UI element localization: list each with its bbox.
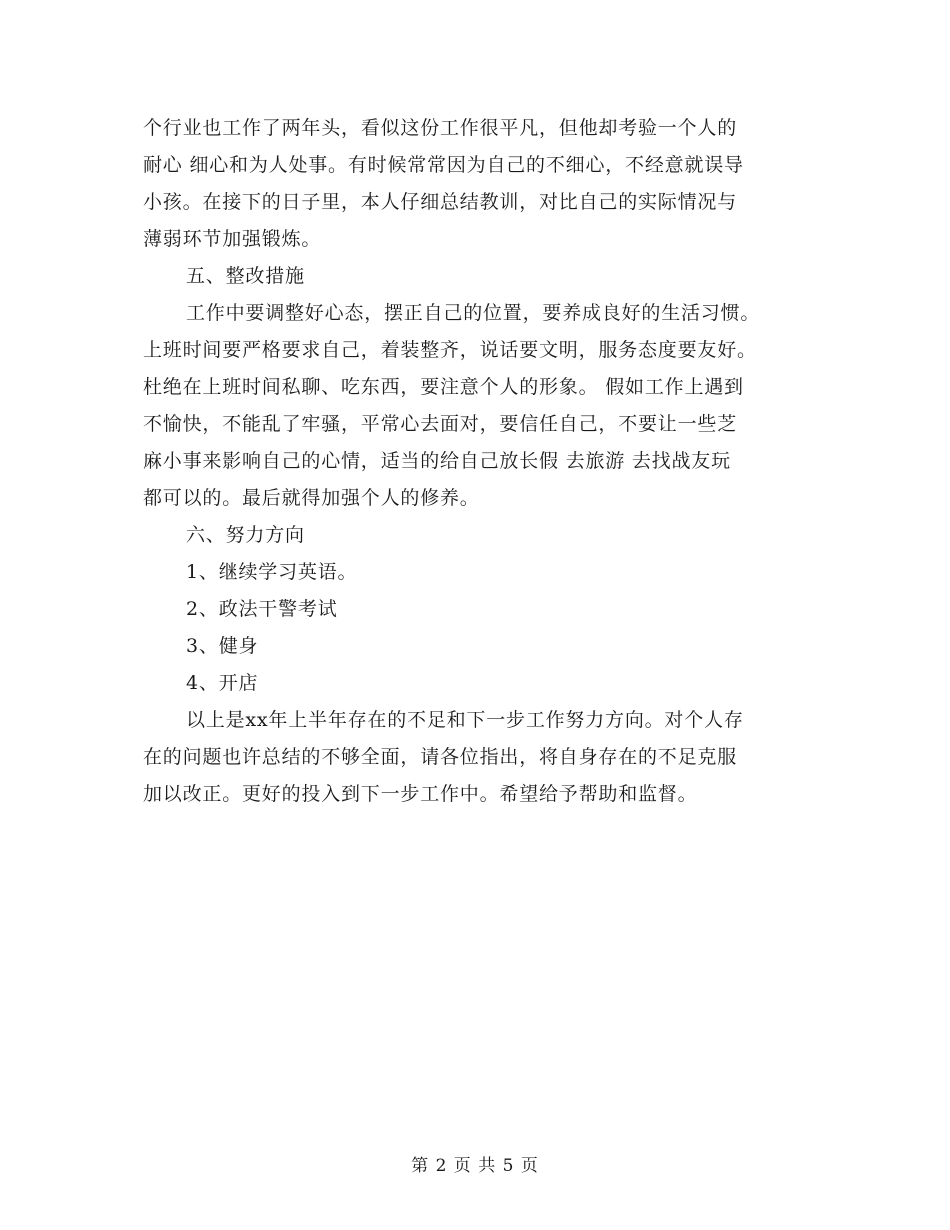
page-number-footer: 第 2 页 共 5 页 xyxy=(411,1156,539,1176)
text-line: 薄弱环节加强锻炼。 xyxy=(143,228,322,250)
text-line: 都可以的。最后就得加强个人的修养。 xyxy=(143,487,480,509)
text-line: 在的问题也许总结的不够全面，请各位指出，将自身存在的不足克服 xyxy=(143,746,738,768)
text-line: 小孩。在接下的日子里，本人仔细总结教训，对比自己的实际情况与 xyxy=(143,191,738,213)
text-line: 个行业也工作了两年头，看似这份工作很平凡，但他却考验一个人的 xyxy=(143,117,738,139)
list-item: 4、开店 xyxy=(186,672,259,694)
text-line: 不愉快，不能乱了牢骚，平常心去面对，要信任自己，不要让一些芝 xyxy=(143,413,738,435)
text-line: 加以改正。更好的投入到下一步工作中。希望给予帮助和监督。 xyxy=(143,783,698,805)
list-item: 3、健身 xyxy=(186,635,259,657)
section-heading-rectification: 五、整改措施 xyxy=(186,265,305,287)
text-line: 耐心 细心和为人处事。有时候常常因为自己的不细心，不经意就误导 xyxy=(143,154,744,176)
list-item: 1、继续学习英语。 xyxy=(186,561,358,583)
document-body xyxy=(143,110,815,813)
text-line: 杜绝在上班时间私聊、吃东西，要注意个人的形象。 假如工作上遇到 xyxy=(143,376,744,398)
section-heading-direction: 六、努力方向 xyxy=(186,524,305,546)
text-line: 上班时间要严格要求自己，着装整齐，说话要文明，服务态度要友好。 xyxy=(143,339,757,361)
text-line: 工作中要调整好心态，摆正自己的位置，要养成良好的生活习惯。 xyxy=(186,302,761,324)
text-line: 以上是xx年上半年存在的不足和下一步工作努力方向。对个人存 xyxy=(186,709,744,731)
list-item: 2、政法干警考试 xyxy=(186,598,338,620)
text-line: 麻小事来影响自己的心情，适当的给自己放长假 去旅游 去找战友玩 xyxy=(143,450,731,472)
